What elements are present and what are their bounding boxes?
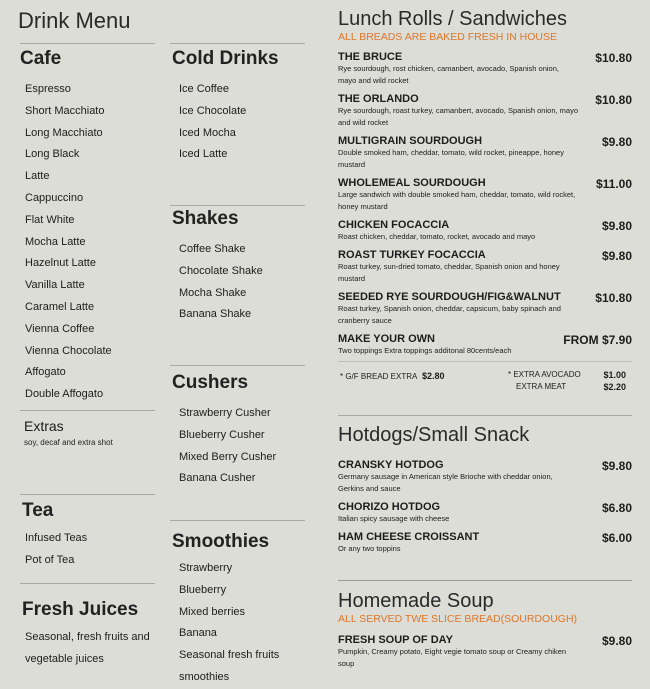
- section-heading: Homemade Soup: [338, 590, 494, 612]
- item-name: MULTIGRAIN SOURDOUGH: [338, 135, 483, 147]
- item-price: $11.00: [595, 177, 632, 191]
- menu-item: Blueberry: [179, 583, 227, 596]
- item-description: Germany sausage in American style Brioche with cheddar onion, Gerkins and sauce: [338, 472, 553, 493]
- soup-section: [338, 590, 632, 676]
- menu-item: Banana Shake: [179, 308, 252, 321]
- menu-item: Mixed Berry Cusher: [179, 450, 277, 463]
- extra-price: $2.80: [422, 371, 445, 381]
- section-heading: Smoothies: [172, 531, 270, 552]
- item-name: WHOLEMEAL SOURDOUGH: [338, 177, 486, 189]
- cold-drinks-section: [172, 48, 307, 166]
- item-description: Roast turkey, Spanish onion, cheddar, capsicum, baby spinach and cranberry sauce: [338, 304, 561, 325]
- item-name: CHICKEN FOCACCIA: [338, 219, 450, 231]
- menu-item: [338, 291, 632, 327]
- divider: [20, 43, 155, 44]
- hotdogs-list: [338, 459, 632, 555]
- menu-item: Caramel Latte: [25, 300, 95, 313]
- divider: [170, 43, 305, 44]
- item-name: SEEDED RYE SOURDOUGH/FIG&WALNUT: [338, 291, 561, 303]
- lunch-list: [338, 51, 632, 357]
- item-name: ROAST TURKEY FOCACCIA: [338, 249, 486, 261]
- menu-item: [338, 531, 632, 555]
- item-price: $9.80: [601, 459, 632, 473]
- menu-item: [338, 219, 632, 243]
- item-description: Two toppings Extra toppings additonal 80cents/each: [338, 346, 512, 355]
- item-price: $9.80: [601, 219, 632, 233]
- menu-item: Mixed berries: [179, 605, 246, 618]
- menu-item: Blueberry Cusher: [179, 428, 265, 441]
- divider: [20, 583, 155, 584]
- menu-item: vegetable juices: [25, 652, 104, 665]
- extra-price: $1.00: [603, 370, 626, 380]
- item-price: $6.80: [601, 501, 632, 515]
- hotdogs-section: [338, 424, 632, 561]
- smoothies-list: [179, 558, 322, 683]
- extra-label: * G/F BREAD EXTRA: [340, 372, 418, 381]
- menu-item: Flat White: [25, 213, 75, 226]
- juices-section: [22, 599, 162, 671]
- shakes-section: [172, 208, 307, 326]
- tea-list: [25, 528, 157, 572]
- item-name: MAKE YOUR OWN: [338, 333, 435, 345]
- section-heading: Fresh Juices: [22, 599, 139, 620]
- menu-item: [338, 93, 632, 129]
- section-heading: Cushers: [172, 372, 249, 393]
- extra-label: EXTRA MEAT: [516, 382, 567, 391]
- menu-item: Banana: [179, 627, 217, 640]
- item-price: $9.80: [601, 249, 632, 263]
- divider: [170, 205, 305, 206]
- menu-item: Coffee Shake: [179, 243, 246, 255]
- menu-item: Iced Latte: [179, 148, 228, 161]
- item-price: $6.00: [601, 531, 632, 545]
- menu-item: Iced Mocha: [179, 126, 236, 139]
- item-price: $10.80: [595, 291, 632, 305]
- item-price: FROM $7.90: [563, 333, 632, 347]
- divider: [170, 520, 305, 521]
- extra-price: $2.20: [603, 382, 626, 392]
- item-description: Pumpkin, Creamy potato, Eight vegie tomato soup or Creamy chiken soup: [338, 647, 567, 668]
- item-description: Rye sourdough, roast turkey, camanbert, avocado, Spanish onion, mayo and wild rocket: [338, 106, 578, 127]
- item-name: FRESH SOUP OF DAY: [338, 634, 453, 646]
- item-description: Italian spicy sausage with cheese: [338, 514, 450, 523]
- juices-list: [25, 627, 162, 671]
- cold-list: [179, 79, 307, 166]
- divider: [338, 580, 632, 581]
- lunch-extras: [338, 361, 632, 400]
- menu-item: Banana Cusher: [179, 472, 256, 485]
- section-subtitle: ALL BREADS ARE BAKED FRESH IN HOUSE: [338, 31, 558, 43]
- cafe-section: [20, 48, 155, 406]
- cafe-list: [25, 79, 155, 406]
- menu-item: Vanilla Latte: [25, 279, 85, 292]
- menu-item: Latte: [25, 170, 50, 183]
- item-description: Large sandwich with double smoked ham, cheddar, tomato, wild rocket, honey mustard: [338, 190, 576, 211]
- item-description: Roast chicken, cheddar, tomato, rocket, avocado and mayo: [338, 232, 536, 241]
- menu-item: Affogato: [25, 366, 66, 379]
- item-price: $10.80: [595, 93, 632, 107]
- menu-item: Ice Chocolate: [179, 104, 247, 117]
- tea-section: [22, 500, 157, 572]
- menu-item: [338, 634, 632, 670]
- item-name: THE ORLANDO: [338, 93, 419, 105]
- menu-item: Seasonal, fresh fruits and: [25, 631, 150, 643]
- menu-title: Drink Menu: [18, 8, 131, 33]
- section-heading: Tea: [22, 500, 54, 521]
- menu-item: [338, 51, 632, 87]
- menu-item: Mocha Latte: [25, 235, 86, 248]
- divider: [338, 415, 632, 416]
- cushers-section: [172, 372, 307, 490]
- item-price: $10.80: [595, 51, 632, 65]
- menu-item: Seasonal fresh fruits smoothies: [179, 649, 280, 683]
- cushers-list: [179, 403, 307, 490]
- menu-item: Infused Teas: [25, 532, 88, 544]
- menu-item: [338, 249, 632, 285]
- shakes-list: [179, 239, 307, 326]
- section-heading: Cafe: [20, 48, 62, 69]
- section-subtitle: ALL SERVED TWE SLICE BREAD(SOURDOUGH): [338, 613, 578, 625]
- item-price: $9.80: [601, 634, 632, 648]
- menu-item: Vienna Chocolate: [25, 344, 112, 357]
- menu-item: [338, 333, 632, 357]
- menu-item: Short Macchiato: [25, 104, 105, 117]
- menu-item: Cappuccino: [25, 191, 84, 204]
- menu-item: [338, 135, 632, 171]
- item-description: Roast turkey, sun-dried tomato, cheddar, Spanish onion and honey mustard: [338, 262, 560, 283]
- item-description: Or any two toppins: [338, 544, 401, 553]
- menu-item: Double Affogato: [25, 388, 104, 401]
- soup-list: [338, 634, 632, 670]
- item-description: Rye sourdough, rost chicken, camanbert, avocado, Spanish onion, mayo and wild rocket: [338, 64, 559, 85]
- section-heading: Extras: [24, 418, 64, 434]
- menu-item: Chocolate Shake: [179, 264, 263, 277]
- menu-item: Mocha Shake: [179, 286, 247, 299]
- divider: [170, 365, 305, 366]
- extra-label: * EXTRA AVOCADO: [508, 370, 581, 379]
- menu-item: Ice Coffee: [179, 83, 229, 95]
- menu-item: Espresso: [25, 83, 71, 95]
- menu-item: [338, 177, 632, 213]
- menu-item: Vienna Coffee: [25, 322, 95, 335]
- item-price: $9.80: [601, 135, 632, 149]
- menu-item: Strawberry: [179, 562, 233, 574]
- menu-item: Long Black: [25, 148, 80, 161]
- item-name: HAM CHEESE CROISSANT: [338, 531, 480, 543]
- menu-item: Hazelnut Latte: [25, 257, 96, 270]
- extras-section: [24, 418, 113, 447]
- item-name: THE BRUCE: [338, 51, 403, 63]
- lunch-section: [338, 8, 632, 400]
- section-heading: Shakes: [172, 208, 239, 229]
- item-name: CRANSKY HOTDOG: [338, 459, 444, 471]
- menu-item: [338, 501, 632, 525]
- menu-item: Strawberry Cusher: [179, 407, 271, 419]
- extras-note: soy, decaf and extra shot: [24, 438, 113, 447]
- section-heading: Cold Drinks: [172, 48, 279, 69]
- section-heading: Lunch Rolls / Sandwiches: [338, 8, 568, 30]
- section-heading: Hotdogs/Small Snack: [338, 424, 530, 446]
- item-name: CHORIZO HOTDOG: [338, 501, 441, 513]
- divider: [20, 410, 155, 411]
- menu-item: Long Macchiato: [25, 126, 103, 139]
- menu-item: [338, 459, 632, 495]
- menu-item: Pot of Tea: [25, 553, 75, 566]
- divider: [20, 494, 155, 495]
- smoothies-section: [172, 531, 322, 683]
- item-description: Double smoked ham, cheddar, tomato, wild rocket, pineappe, honey mustard: [338, 148, 564, 169]
